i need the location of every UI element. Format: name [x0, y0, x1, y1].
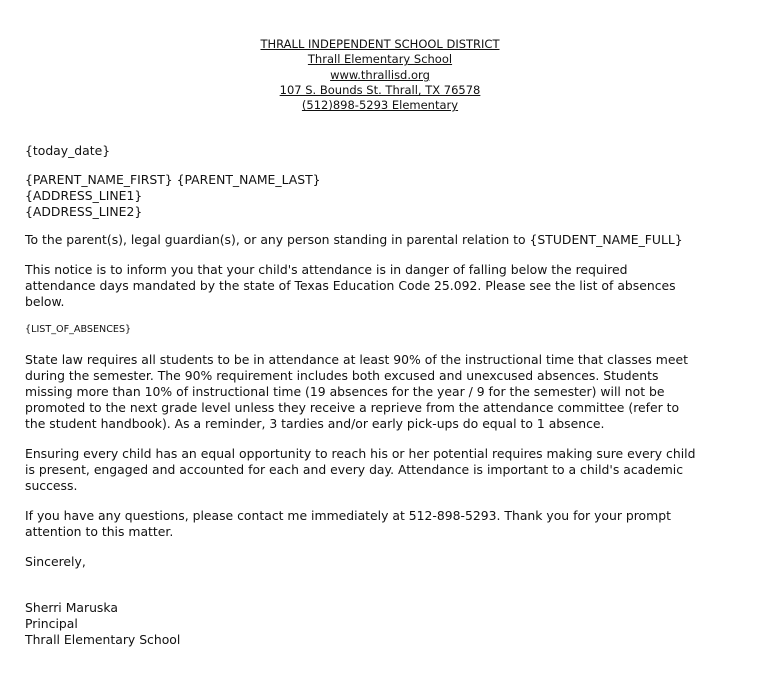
state-law-line: missing more than 10% of instructional time (19 absences for the year / 9 for the semester) will not be — [25, 384, 665, 399]
state-law-line: State law requires all students to be in attendance at least 90% of the instructional time that classes meet — [25, 352, 688, 367]
questions-paragraph — [25, 508, 745, 540]
school-name: Thrall Elementary School — [307, 52, 453, 67]
signer-title: Principal — [25, 616, 78, 631]
questions-line: If you have any questions, please contact me immediately at 512-898-5293. Thank you for your prompt — [25, 508, 671, 523]
recipient-address-line1: {ADDRESS_LINE1} — [25, 188, 143, 203]
ensuring-line: is present, engaged and accounted for each and every day. Attendance is important to a child's academic — [25, 462, 684, 477]
notice-line: This notice is to inform you that your child's attendance is in danger of falling below the required — [25, 262, 628, 277]
signature-block — [25, 600, 745, 648]
letterhead — [0, 37, 760, 113]
state-law-line: during the semester. The 90% requirement includes both excused and unexcused absences. Students — [25, 368, 659, 383]
salutation: To the parent(s), legal guardian(s), or any person standing in parental relation to {STUDENT_NAME_FULL} — [25, 232, 683, 247]
ensuring-line: Ensuring every child has an equal opportunity to reach his or her potential requires making sure every child — [25, 446, 696, 461]
school-address: 107 S. Bounds St. Thrall, TX 76578 — [279, 82, 481, 97]
closing: Sincerely, — [25, 554, 86, 569]
state-law-line: promoted to the next grade level unless they receive a reprieve from the attendance committee (refer to — [25, 400, 680, 415]
recipient-name: {PARENT_NAME_FIRST} {PARENT_NAME_LAST} — [25, 172, 321, 187]
school-phone: (512)898-5293 Elementary — [301, 98, 459, 113]
recipient-block — [25, 172, 745, 220]
district-name: THRALL INDEPENDENT SCHOOL DISTRICT — [260, 37, 500, 51]
state-law-paragraph — [25, 352, 745, 432]
absences-list-placeholder: {LIST_OF_ABSENCES} — [25, 324, 132, 335]
signer-name: Sherri Maruska — [25, 600, 118, 615]
letter-body — [25, 143, 745, 648]
ensuring-line: success. — [25, 478, 78, 493]
ensuring-paragraph — [25, 446, 745, 494]
notice-line: below. — [25, 294, 65, 309]
letter-date: {today_date} — [25, 143, 111, 158]
notice-paragraph — [25, 262, 745, 310]
questions-line: attention to this matter. — [25, 524, 174, 539]
recipient-address-line2: {ADDRESS_LINE2} — [25, 204, 143, 219]
state-law-line: the student handbook). As a reminder, 3 tardies and/or early pick-ups do equal to 1 absence. — [25, 416, 605, 431]
signer-school: Thrall Elementary School — [25, 632, 181, 647]
website-link[interactable]: www.thrallisd.org — [330, 67, 430, 82]
notice-line: attendance days mandated by the state of Texas Education Code 25.092. Please see the list of absences — [25, 278, 676, 293]
